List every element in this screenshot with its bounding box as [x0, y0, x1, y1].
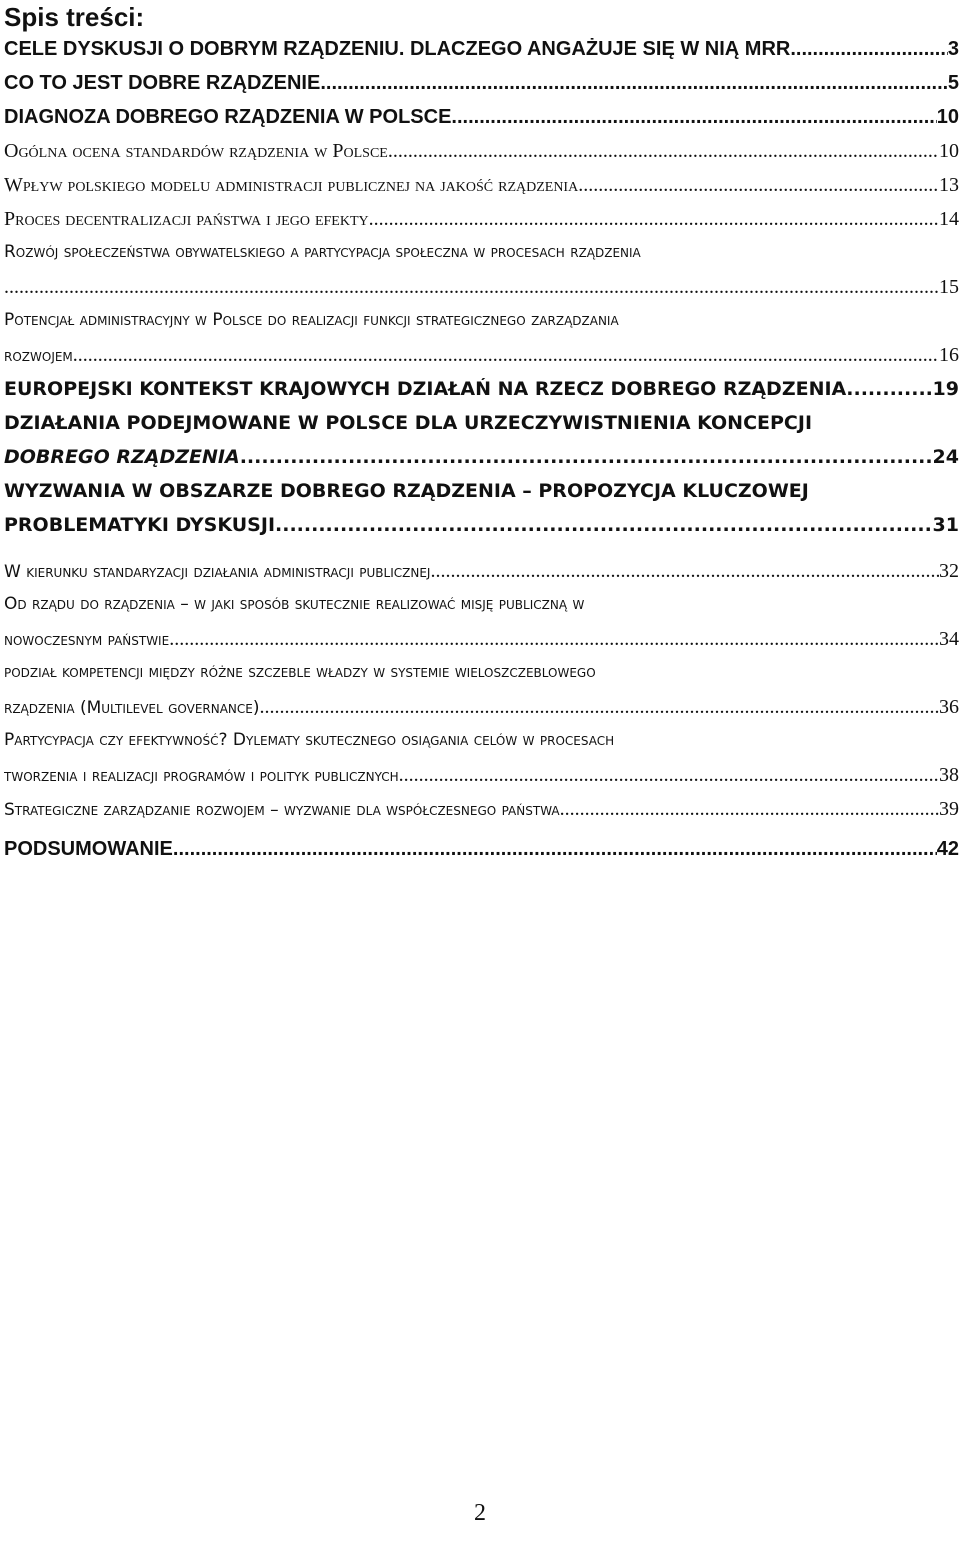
toc-entry-label: Ogólna ocena standardów rządzenia w Polsce [4, 140, 388, 162]
toc-entry-label-cont: rozwojem [4, 346, 73, 366]
table-of-contents [4, 38, 959, 872]
toc-subentry[interactable] [4, 798, 959, 832]
toc-subentry-continuation[interactable] [4, 764, 959, 798]
toc-entry-label-cont: tworzenia i realizacji programów i polityk publicznych [4, 766, 399, 786]
toc-entry-label: podział kompetencji między różne szczeble władzy w systemie wieloszczeblowego [4, 662, 596, 682]
toc-entry-label: Strategiczne zarządzanie rozwojem – wyzwanie dla współczesnego państwa [4, 800, 560, 820]
toc-entry-label-cont: rządzenia (Multilevel governance) [4, 698, 260, 718]
toc-entry-label: Potencjał administracyjny w Polsce do realizacji funkcji strategicznego zarządzania [4, 310, 619, 330]
toc-leader [790, 38, 948, 61]
toc-subentry[interactable] [4, 594, 959, 628]
toc-entry-label: CELE DYSKUSJI O DOBRYM RZĄDZENIU. DLACZEGO ANGAŻUJE SIĘ W NIĄ MRR [4, 38, 791, 60]
toc-entry-page: 34 [939, 628, 959, 650]
page-number: 2 [474, 1500, 486, 1526]
toc-leader [73, 344, 939, 367]
toc-leader [275, 514, 933, 536]
toc-entry[interactable] [4, 838, 959, 872]
toc-leader [169, 628, 939, 651]
toc-subentry-continuation[interactable] [4, 344, 959, 378]
toc-entry-label: W kierunku standaryzacji działania administracji publicznej [4, 562, 431, 582]
toc-entry-page: 32 [939, 560, 959, 582]
toc-leader [430, 560, 939, 583]
toc-entry[interactable] [4, 38, 959, 72]
toc-entry-label: DIAGNOZA DOBREGO RZĄDZENIA W POLSCE [4, 106, 452, 128]
toc-entry-label: PODSUMOWANIE [4, 838, 173, 860]
toc-entry-label-cont: nowoczesnym państwie [4, 630, 170, 650]
toc-title: Spis treści: [4, 2, 145, 32]
toc-entry-page: 15 [939, 276, 959, 298]
toc-entry-continuation[interactable] [4, 446, 959, 480]
toc-subentry[interactable] [4, 242, 959, 276]
toc-entry[interactable] [4, 72, 959, 106]
toc-subentry[interactable] [4, 730, 959, 764]
toc-entry-label: EUROPEJSKI KONTEKST KRAJOWYCH DZIAŁAŃ NA RZECZ DOBREGO RZĄDZENIA [4, 378, 847, 400]
toc-entry-page: 16 [939, 344, 959, 366]
toc-subentry[interactable] [4, 140, 959, 174]
toc-leader [399, 764, 939, 787]
toc-entry[interactable] [4, 480, 959, 514]
toc-entry-label: Rozwój społeczeństwa obywatelskiego a partycypacja społeczna w procesach rządzenia [4, 242, 641, 262]
toc-leader [846, 378, 932, 400]
toc-entry-label: DZIAŁANIA PODEJMOWANE W POLSCE DLA URZECZYWISTNIENIA KONCEPCJI [4, 412, 813, 434]
toc-subentry-continuation[interactable] [4, 628, 959, 662]
toc-leader [369, 208, 939, 231]
toc-entry-label: Proces decentralizacji państwa i jego efekty [4, 208, 369, 230]
toc-subentry-continuation[interactable] [4, 696, 959, 730]
toc-entry-page: 10 [936, 106, 959, 128]
toc-subentry-continuation[interactable] [4, 276, 959, 310]
toc-entry[interactable] [4, 412, 959, 446]
toc-entry-label: Wpływ polskiego modelu administracji publicznej na jakość rządzenia [4, 174, 579, 196]
toc-entry-page: 31 [932, 514, 959, 536]
toc-entry-label: WYZWANIA W OBSZARZE DOBREGO RZĄDZENIA – PROPOZYCJA KLUCZOWEJ [4, 480, 809, 502]
toc-subentry[interactable] [4, 662, 959, 696]
toc-entry-page: 24 [932, 446, 959, 468]
toc-entry-page: 36 [939, 696, 959, 718]
toc-leader [388, 140, 939, 163]
toc-entry[interactable] [4, 106, 959, 140]
toc-subentry[interactable] [4, 174, 959, 208]
toc-entry-page: 13 [939, 174, 959, 196]
toc-entry-label-cont: PROBLEMATYKI DYSKUSJI [4, 514, 276, 536]
toc-leader [560, 798, 939, 821]
toc-entry-continuation[interactable] [4, 514, 959, 548]
toc-entry[interactable] [4, 378, 959, 412]
toc-leader [578, 174, 939, 197]
toc-entry-page: 14 [939, 208, 959, 230]
toc-entry-label: CO TO JEST DOBRE RZĄDZENIE [4, 72, 321, 94]
toc-leader [260, 696, 940, 719]
toc-entry-page: 42 [936, 838, 959, 860]
toc-entry-label-cont: DOBREGO RZĄDZENIA [4, 446, 240, 468]
toc-entry-page: 38 [939, 764, 959, 786]
toc-leader [451, 106, 936, 129]
toc-subentry[interactable] [4, 310, 959, 344]
toc-entry-page: 19 [932, 378, 959, 400]
toc-entry-label: Od rządu do rządzenia – w jaki sposób skutecznie realizować misję publiczną w [4, 594, 585, 614]
toc-entry-page: 10 [939, 140, 959, 162]
toc-leader [240, 446, 933, 468]
toc-leader [320, 72, 948, 95]
toc-entry-label: Partycypacja czy efektywność? Dylematy skutecznego osiągania celów w procesach [4, 730, 615, 750]
toc-subentry[interactable] [4, 560, 959, 594]
spacer [4, 548, 959, 560]
toc-leader [173, 838, 937, 861]
toc-leader [4, 276, 939, 299]
toc-subentry[interactable] [4, 208, 959, 242]
toc-entry-page: 5 [947, 72, 959, 94]
toc-entry-page: 3 [947, 38, 959, 60]
toc-entry-page: 39 [939, 798, 959, 820]
